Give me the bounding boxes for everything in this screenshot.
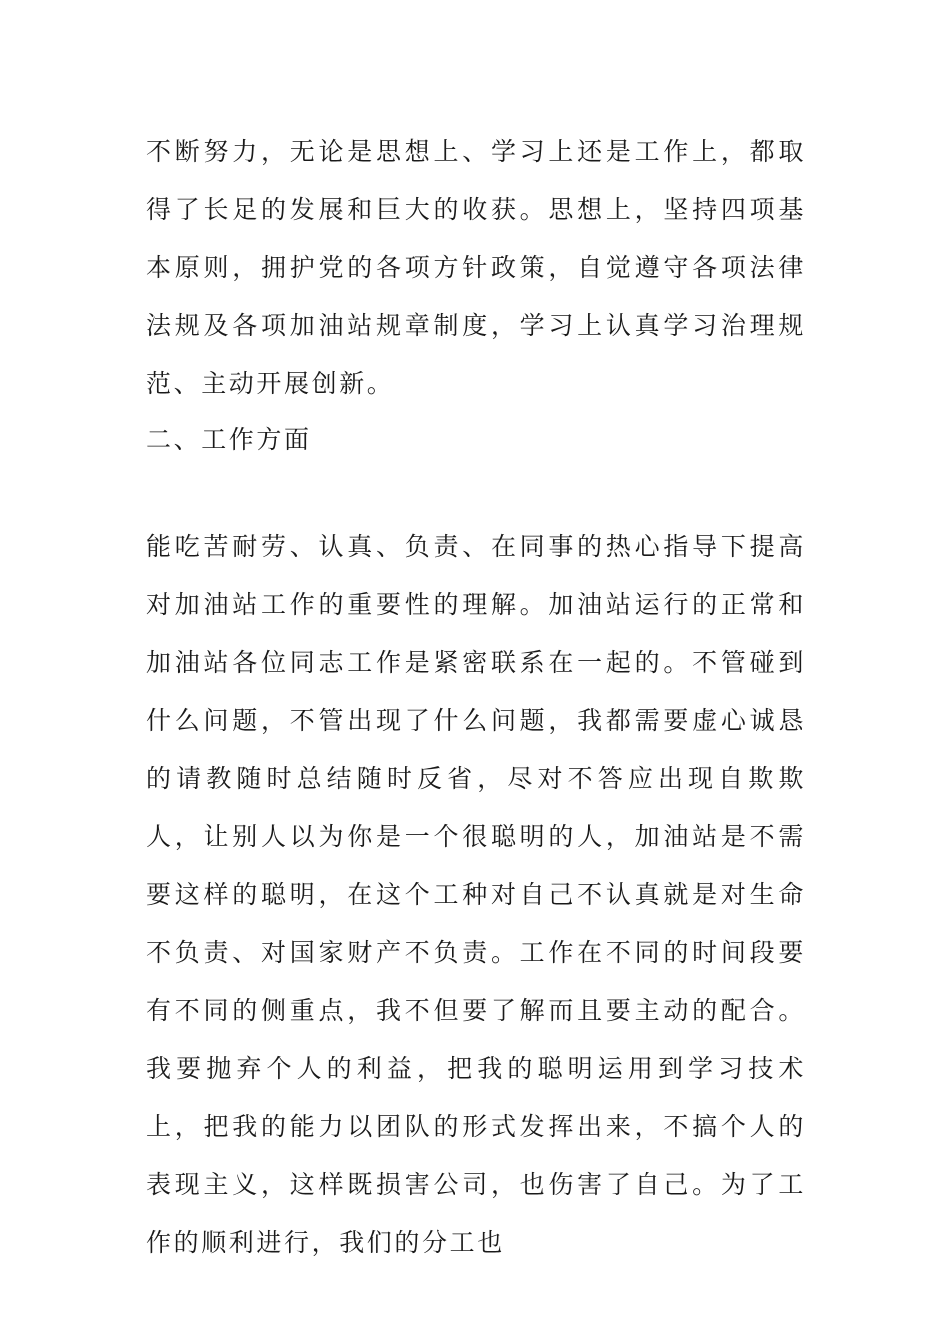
paragraph-work: 能吃苦耐劳、认真、负责、在同事的热心指导下提高对加油站工作的重要性的理解。加油站运行的正常和加油站各位同志工作是紧密联系在一起的。不管碰到什么问题，不管出现了什么问题，我都需要虚心诚恳的请教随时总结随时反省，尽对不答应出现自欺欺人，让别人以为你是一个很聪明的人，加油站是不需要这样的聪明，在这个工种对自己不认真就是对生命不负责、对国家财产不负责。工作在不同的时间段要有不同的侧重点，我不但要了解而且要主动的配合。我要抛弃个人的利益，把我的聪明运用到学习技术上，把我的能力以团队的形式发挥出来，不搞个人的表现主义，这样既损害公司，也伤害了自己。为了工作的顺利进行，我们的分工也 <box>146 532 806 1257</box>
section-heading: 二、工作方面 <box>146 425 312 454</box>
paragraph-intro: 不断努力，无论是思想上、学习上还是工作上，都取得了长足的发展和巨大的收获。思想上，坚持四项基本原则，拥护党的各项方针政策，自觉遵守各项法律法规及各项加油站规章制度，学习上认真学习治理规范、主动开展创新。 <box>146 137 806 398</box>
